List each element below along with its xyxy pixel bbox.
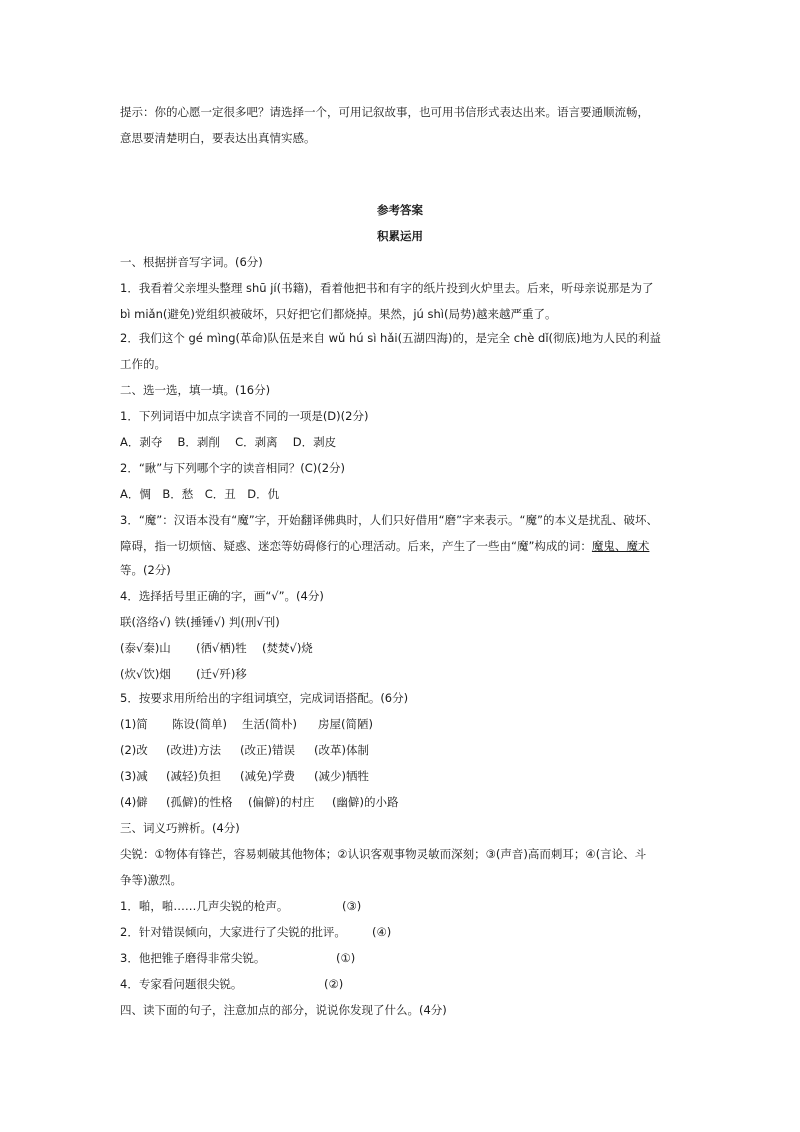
q4-item-chuiyan: (炊√饮)烟 bbox=[120, 667, 171, 681]
part2-q5: 5．按要求用所给出的字组词填空，完成词语搭配。(6分) bbox=[120, 691, 409, 705]
q5-row2-key: (2)改 bbox=[120, 743, 148, 757]
q4-item-xisheng: (徆√栖)牲 bbox=[196, 641, 247, 655]
part3-s4-text: 4．专家看问题很尖锐。 bbox=[120, 977, 243, 991]
part2-heading: 二、选一选，填一填。(16分) bbox=[120, 383, 271, 397]
part3-heading: 三、词义巧辨析。(4分) bbox=[120, 821, 240, 835]
q4-item-taishan: (泰√秦)山 bbox=[120, 641, 171, 655]
part1-q2-line2: 工作的。 bbox=[120, 357, 166, 371]
part4-heading: 四、读下面的句子，注意加点的部分，说说你发现了什么。(4分) bbox=[120, 1003, 447, 1017]
q5-row1-a: 陈设(简单) bbox=[172, 717, 227, 731]
q5-row3-b: (减免)学费 bbox=[240, 769, 295, 783]
q5-row1-c: 房屋(简陋) bbox=[318, 717, 373, 731]
part2-q3-text: 障碍，指一切烦恼、疑惑、迷恋等妨碍修行的心理活动。后来，产生了一些由“魔”构成的词： bbox=[120, 539, 592, 553]
q5-row2-a: (改进)方法 bbox=[166, 743, 221, 757]
section-title: 积累运用 bbox=[377, 229, 423, 243]
q5-row2-c: (改革)体制 bbox=[314, 743, 369, 757]
prompt-line-1: 提示：你的心愿一定很多吧？请选择一个，可用记叙故事，也可用书信形式表达出来。语言要通顺流畅， bbox=[120, 105, 649, 119]
part1-heading: 一、根据拼音写字词。(6分) bbox=[120, 255, 263, 269]
q5-row4-key: (4)僻 bbox=[120, 795, 148, 809]
part3-s4 bbox=[120, 976, 690, 992]
part1-q1-line2: bì miǎn(避免)党组织被破坏，只好把它们都烧掉。果然，jú shì(局势)越来越严重了。 bbox=[120, 307, 557, 321]
q5-row3-c: (减少)牺牲 bbox=[314, 769, 369, 783]
part3-s3-answer: (①) bbox=[336, 951, 356, 965]
q5-row1-b: 生活(简朴) bbox=[242, 717, 297, 731]
part2-q2-options: A．惆 B．愁 C．丑 D．仇 bbox=[120, 487, 280, 501]
part3-s3 bbox=[120, 950, 690, 966]
part3-def-line1: 尖锐：①物体有锋芒，容易刺破其他物体；②认识客观事物灵敏而深刻；③(声音)高而刺耳；④(言论、斗 bbox=[120, 847, 647, 861]
part3-s1-answer: (③) bbox=[342, 899, 362, 913]
part2-q2: 2．“瞅”与下列哪个字的读音相同？(C)(2分) bbox=[120, 461, 346, 475]
part3-s1 bbox=[120, 898, 690, 914]
part3-s2 bbox=[120, 924, 690, 940]
part3-s4-answer: (②) bbox=[324, 977, 344, 991]
part1-q2-line1: 2．我们这个 gé mìng(革命)队伍是来自 wǔ hú sì hǎi(五湖四海)的，是完全 chè dǐ(彻底)地为人民的利益 bbox=[120, 331, 662, 345]
part2-q4-row1: 联(洛络√) 铁(捶锤√) 判(刑√刊) bbox=[120, 615, 280, 629]
part2-q1: 1．下列词语中加点字读音不同的一项是(D)(2分) bbox=[120, 409, 369, 423]
q5-row4-a: (孤僻)的性格 bbox=[166, 795, 233, 809]
prompt-line-2: 意思要清楚明白，要表达出真情实感。 bbox=[120, 131, 316, 145]
q4-item-qianyi: (迁√歼)移 bbox=[196, 667, 247, 681]
part3-s1-text: 1．啪，啪……几声尖锐的枪声。 bbox=[120, 899, 289, 913]
part3-s2-answer: (④) bbox=[372, 925, 392, 939]
q5-row1-key: (1)简 bbox=[120, 717, 148, 731]
q5-row3-key: (3)减 bbox=[120, 769, 148, 783]
part3-s2-text: 2．针对错误倾向，大家进行了尖锐的批评。 bbox=[120, 925, 346, 939]
part2-q3-answer: 魔鬼、魔术 bbox=[591, 539, 650, 553]
part3-s3-text: 3．他把锥子磨得非常尖锐。 bbox=[120, 951, 266, 965]
q5-row4-c: (幽僻)的小路 bbox=[332, 795, 399, 809]
part3-def-line2: 争等)激烈。 bbox=[120, 873, 182, 887]
part2-q1-options: A．剥夺 B．剥削 C．剥离 D．剥皮 bbox=[120, 435, 337, 449]
q5-row2-b: (改正)错误 bbox=[240, 743, 295, 757]
part1-q1-line1: 1．我看着父亲埋头整理 shū jí(书籍)，看着他把书和有字的纸片投到火炉里去。后来，听母亲说那是为了 bbox=[120, 281, 654, 295]
part2-q3-line3: 等。(2分) bbox=[120, 563, 171, 577]
q5-row3-a: (减轻)负担 bbox=[166, 769, 221, 783]
q5-row4-b: (偏僻)的村庄 bbox=[248, 795, 315, 809]
part2-q3-line2 bbox=[120, 538, 690, 554]
part2-q4: 4．选择括号里正确的字，画“√”。(4分) bbox=[120, 589, 324, 603]
q4-item-fenshao: (焚焚√)烧 bbox=[262, 641, 313, 655]
answer-title: 参考答案 bbox=[377, 203, 423, 217]
part2-q3-line1: 3．“魔”：汉语本没有“魔”字，开始翻译佛典时，人们只好借用“磨”字来表示。“魔”的本义是扰乱、破坏、 bbox=[120, 513, 658, 527]
